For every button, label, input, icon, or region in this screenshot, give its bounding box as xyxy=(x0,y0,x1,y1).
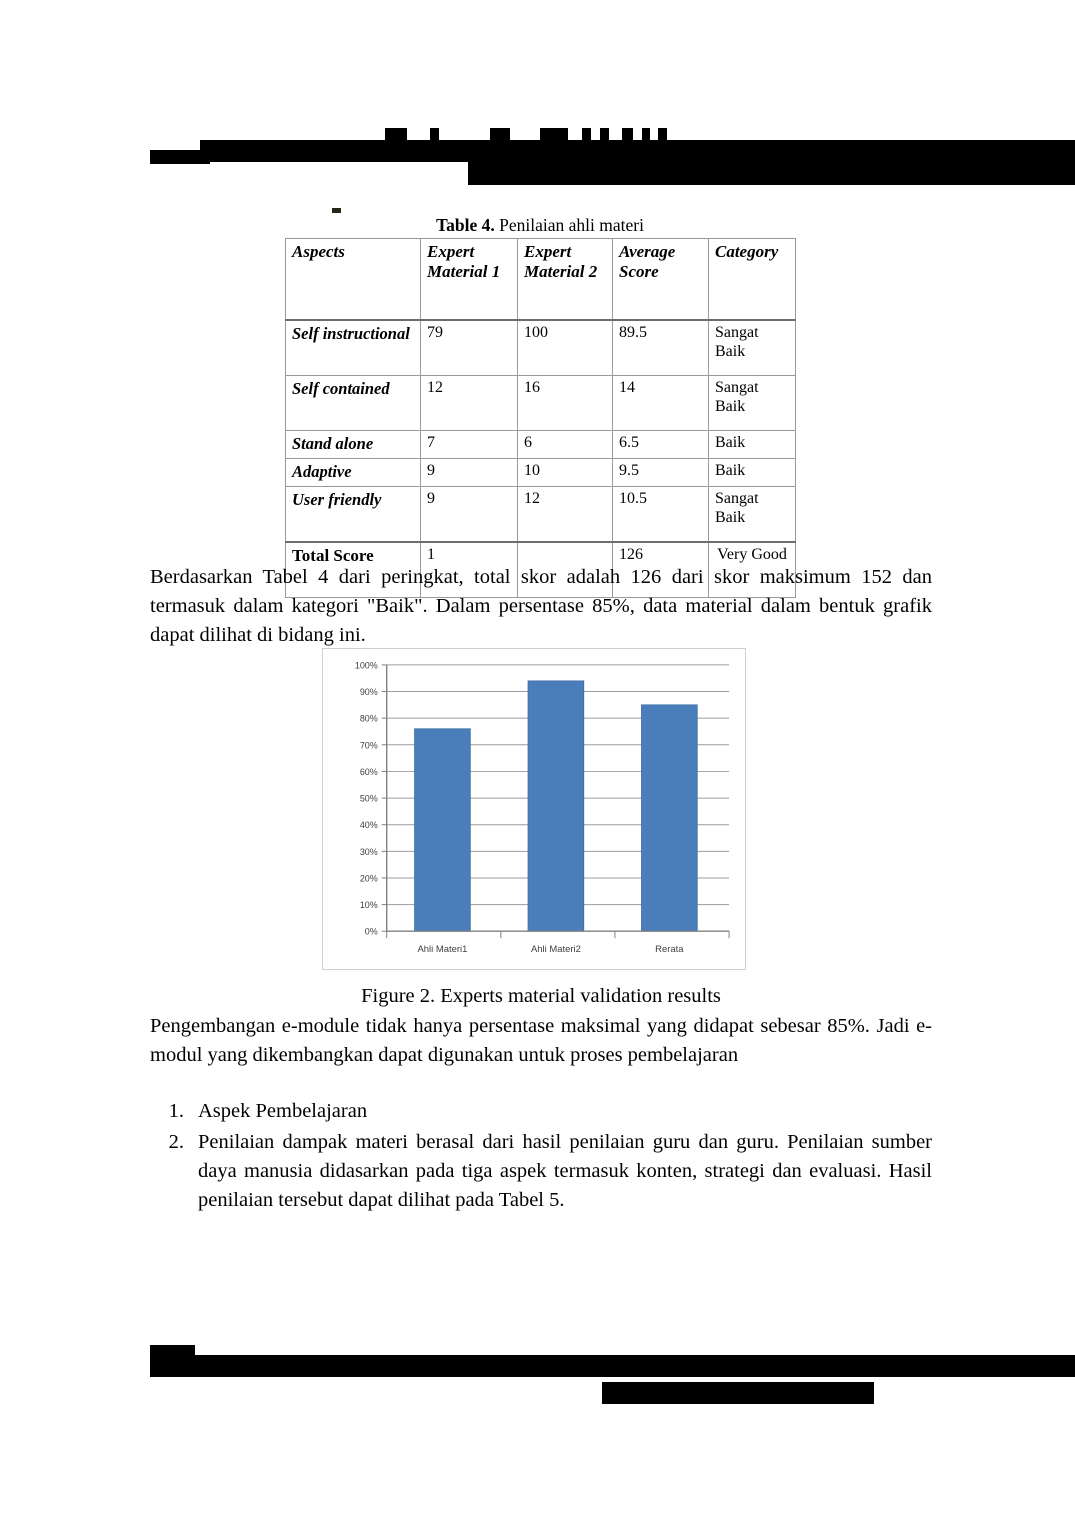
y-tick-label-100: 100% xyxy=(354,660,378,671)
cell-expert-1: 9 xyxy=(421,487,518,543)
experts-material-validation-chart xyxy=(322,648,746,970)
cell-expert-2: 16 xyxy=(518,376,613,431)
cell-average: 10.5 xyxy=(613,487,709,543)
y-tick-label-60: 60% xyxy=(359,766,378,777)
penilaian-ahli-materi-table xyxy=(285,238,796,598)
paragraph-after-table: Berdasarkan Tabel 4 dari peringkat, total skor adalah 126 dari skor maksimum 152 dan termasuk dalam kategori "Baik". Dalam persentase 85%, data material dalam bentuk grafik dapat dilihat di bidang ini. xyxy=(150,566,932,647)
cell-expert-2: 10 xyxy=(518,459,613,487)
table-caption-label: Table 4. xyxy=(436,215,495,235)
column-header-category: Category xyxy=(709,239,796,321)
list-item-number: 2. xyxy=(168,1131,184,1154)
bar-rerata xyxy=(641,705,697,931)
stray-artifact-mark xyxy=(332,208,341,213)
header-redaction-bar-lower xyxy=(468,160,1075,185)
table-caption-title: Penilaian ahli materi xyxy=(494,215,644,235)
y-tick-label-10: 10% xyxy=(359,900,378,911)
cell-aspect: User friendly xyxy=(286,487,421,543)
x-tick-marks xyxy=(387,931,729,938)
table-row xyxy=(286,459,796,487)
cell-category: Sangat Baik xyxy=(709,320,796,376)
cell-average: 89.5 xyxy=(613,320,709,376)
cell-expert-2: 12 xyxy=(518,487,613,543)
x-category-label-3: Rerata xyxy=(655,944,684,956)
y-tick-label-20: 20% xyxy=(359,873,378,884)
list-item-text: Aspek Pembelajaran xyxy=(198,1100,368,1122)
footer-redaction-bar-center xyxy=(602,1382,874,1404)
cell-expert-1: 9 xyxy=(421,459,518,487)
x-category-label-1: Ahli Materi1 xyxy=(417,944,468,956)
cell-expert-2: 100 xyxy=(518,320,613,376)
table-row xyxy=(286,431,796,459)
cell-category: Sangat Baik xyxy=(709,376,796,431)
cell-expert-1: 79 xyxy=(421,320,518,376)
y-tick-label-50: 50% xyxy=(359,793,378,804)
cell-category: Sangat Baik xyxy=(709,487,796,543)
list-item xyxy=(150,1128,932,1215)
cell-category: Baik xyxy=(709,459,796,487)
cell-aspect: Stand alone xyxy=(286,431,421,459)
list-item-number: 1. xyxy=(168,1100,184,1122)
cell-aspect: Self contained xyxy=(286,376,421,431)
header-redaction-bar xyxy=(200,140,1075,162)
y-tick-label-0: 0% xyxy=(364,926,378,937)
cell-expert-1: 7 xyxy=(421,431,518,459)
column-header-expert-1: Expert Material 1 xyxy=(421,239,518,321)
cell-average: 14 xyxy=(613,376,709,431)
y-tick-label-90: 90% xyxy=(359,687,378,698)
cell-total-average: 126 xyxy=(613,542,709,598)
list-item-text: Penilaian dampak materi berasal dari hasil penilaian guru dan guru. Penilaian sumber daya manusia didasarkan pada tiga aspek termasuk konten, strategi dan evaluasi. Hasil penilaian tersebut dapat dilihat pada Tabel 5. xyxy=(198,1131,932,1212)
figure-2-caption: Figure 2. Experts material validation results xyxy=(361,985,721,1007)
cell-total-label: Total Score xyxy=(286,542,421,598)
table-row xyxy=(286,487,796,543)
column-header-average: Average Score xyxy=(613,239,709,321)
footer-redaction-bar xyxy=(150,1355,1075,1377)
cell-average: 6.5 xyxy=(613,431,709,459)
column-header-aspects: Aspects xyxy=(286,239,421,321)
bar-ahli-materi-1 xyxy=(415,729,471,931)
column-header-expert-2: Expert Material 2 xyxy=(518,239,613,321)
cell-aspect: Adaptive xyxy=(286,459,421,487)
y-tick-label-30: 30% xyxy=(359,846,378,857)
cell-average: 9.5 xyxy=(613,459,709,487)
table-4-block xyxy=(285,215,795,598)
y-tick-label-40: 40% xyxy=(359,820,378,831)
y-tick-marks xyxy=(382,665,387,931)
bar-ahli-materi-2 xyxy=(528,681,584,931)
cell-expert-2: 6 xyxy=(518,431,613,459)
table-row xyxy=(286,376,796,431)
cell-total-category: Very Good xyxy=(709,542,796,598)
table-header-row xyxy=(286,239,796,321)
bar-chart-svg xyxy=(323,649,745,969)
numbered-list xyxy=(150,1097,932,1217)
cell-total-expert-1: 1 xyxy=(421,542,518,598)
cell-aspect: Self instructional xyxy=(286,320,421,376)
y-tick-label-70: 70% xyxy=(359,740,378,751)
paragraph-after-figure: Pengembangan e-module tidak hanya persentase maksimal yang didapat sebesar 85%. Jadi e-modul yang dikembangkan dapat digunakan untuk proses pembelajaran xyxy=(150,1015,932,1067)
table-row xyxy=(286,320,796,376)
cell-category: Baik xyxy=(709,431,796,459)
header-redaction-bar-left xyxy=(150,150,210,164)
cell-expert-1: 12 xyxy=(421,376,518,431)
y-tick-label-80: 80% xyxy=(359,713,378,724)
table-caption xyxy=(285,215,795,235)
list-item xyxy=(150,1097,932,1126)
x-category-label-2: Ahli Materi2 xyxy=(530,944,581,956)
